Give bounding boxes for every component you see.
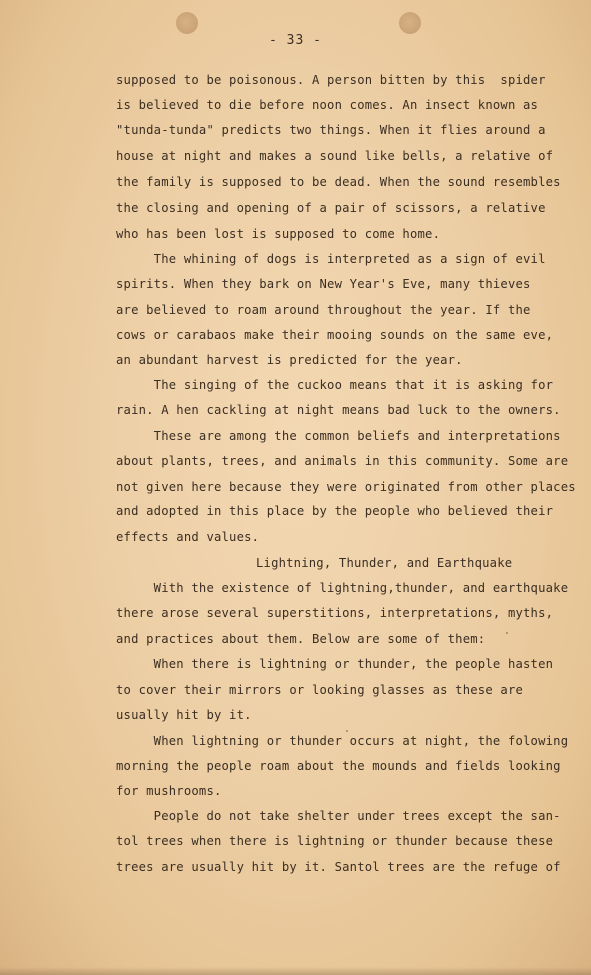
text-line: The singing of the cuckoo means that it is asking for (116, 378, 554, 392)
text-line: cows or carabaos make their mooing sounds on the same eve, (116, 328, 554, 342)
text-line: When lightning or thunder occurs at night, the folowing (116, 734, 569, 748)
text-line: People do not take shelter under trees except the san- (116, 809, 561, 823)
paper-speck (506, 632, 508, 634)
text-line: effects and values. (116, 530, 260, 544)
text-line: and practices about them. Below are some of them: (116, 632, 486, 646)
paper-bottom-edge (0, 967, 591, 975)
punch-hole-left (176, 12, 198, 34)
text-line: rain. A hen cackling at night means bad luck to the owners. (116, 403, 561, 417)
text-line: the family is supposed to be dead. When the sound resembles (116, 175, 561, 189)
text-line: there arose several superstitions, interpretations, myths, (116, 606, 554, 620)
text-line: is believed to die before noon comes. An insect known as (116, 98, 539, 112)
text-line: house at night and makes a sound like bells, a relative of (116, 149, 554, 163)
text-line: trees are usually hit by it. Santol trees are the refuge of (116, 860, 561, 874)
section-heading: Lightning, Thunder, and Earthquake (256, 556, 513, 570)
text-line: and adopted in this place by the people who believed their (116, 504, 554, 518)
text-line: "tunda-tunda" predicts two things. When it flies around a (116, 123, 546, 137)
text-line: spirits. When they bark on New Year's Eve, many thieves (116, 277, 531, 291)
text-line: The whining of dogs is interpreted as a sign of evil (116, 252, 546, 266)
text-line: an abundant harvest is predicted for the year. (116, 353, 463, 367)
text-line: the closing and opening of a pair of scissors, a relative (116, 201, 546, 215)
text-line: morning the people roam about the mounds and fields looking (116, 759, 561, 773)
text-line: These are among the common beliefs and interpretations (116, 429, 561, 443)
text-line: tol trees when there is lightning or thunder because these (116, 834, 554, 848)
page-number: - 33 - (269, 33, 322, 48)
text-line: With the existence of lightning,thunder, and earthquake (116, 581, 569, 595)
text-line: who has been lost is supposed to come home. (116, 227, 441, 241)
text-line: for mushrooms. (116, 784, 222, 798)
text-line: to cover their mirrors or looking glasses as these are (116, 683, 524, 697)
text-line: about plants, trees, and animals in this community. Some are (116, 454, 569, 468)
text-line: When there is lightning or thunder, the people hasten (116, 657, 554, 671)
text-line: not given here because they were originated from other places (116, 480, 576, 494)
paper-speck (346, 730, 348, 732)
text-line: usually hit by it. (116, 708, 252, 722)
punch-hole-right (399, 12, 421, 34)
text-line: are believed to roam around throughout the year. If the (116, 303, 531, 317)
text-line: supposed to be poisonous. A person bitten by this spider (116, 73, 546, 87)
